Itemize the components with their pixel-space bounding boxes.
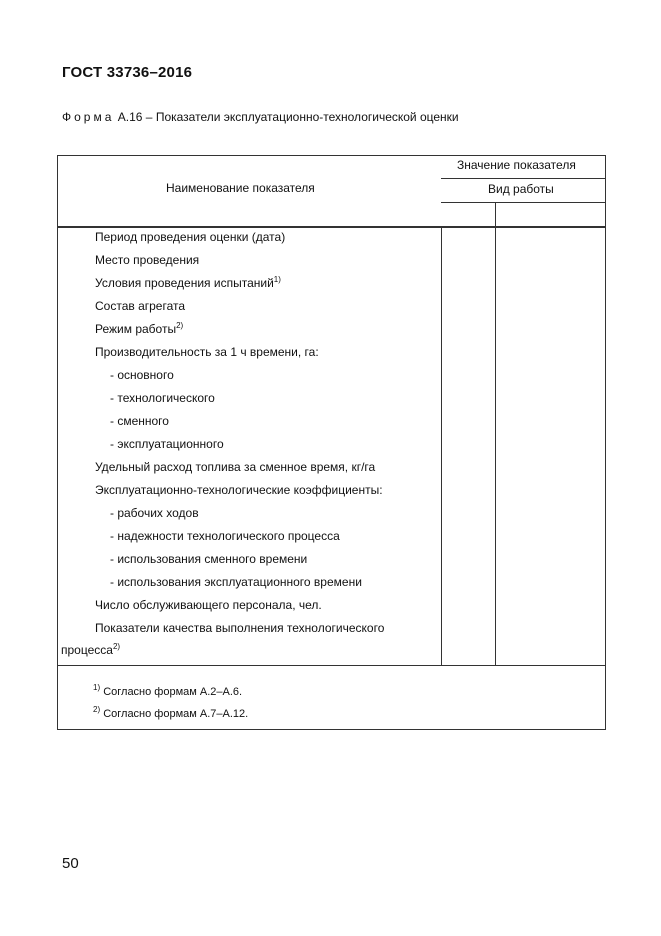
row-text: - рабочих ходов (110, 506, 199, 520)
table-row-label (110, 529, 340, 543)
table-row-label (95, 621, 384, 635)
table-row-label (110, 437, 224, 451)
form-word: Форма (62, 110, 115, 124)
column-header-value: Значение показателя (457, 158, 576, 172)
table-row-label (95, 345, 319, 359)
row-text: Состав агрегата (95, 299, 186, 313)
table-row-label (95, 299, 185, 313)
form-number: А.16 (117, 110, 143, 124)
header-divider-work-type (441, 202, 605, 203)
row-text: - основного (110, 368, 174, 382)
table-row-label (95, 230, 285, 244)
table-row-label (61, 643, 120, 657)
row-text: Период проведения оценки (дата) (95, 230, 286, 244)
table-row-label (95, 598, 322, 612)
table-row-label (110, 552, 307, 566)
table-row-label (95, 483, 383, 497)
footnote-text: Согласно формам А.2–А.6. (103, 686, 243, 698)
row-text: - эксплуатационного (110, 437, 224, 451)
column-divider (495, 202, 496, 665)
footnote-mark: 2) (93, 705, 101, 714)
row-text: - использования эксплуатационного времени (110, 575, 362, 589)
form-dash: – (145, 110, 153, 124)
form-caption (62, 110, 459, 124)
row-text: Место проведения (95, 253, 200, 267)
column-header-work-type: Вид работы (488, 182, 554, 196)
row-text: Производительность за 1 ч времени, га: (95, 345, 319, 359)
indicators-table (57, 155, 606, 730)
table-row-label (110, 414, 169, 428)
column-header-name: Наименование показателя (166, 181, 315, 195)
row-text: Число обслуживающего персонала, чел. (95, 598, 322, 612)
footnote-mark: 1) (93, 683, 101, 692)
row-text: - использования сменного времени (110, 552, 308, 566)
header-bottom-rule (58, 226, 605, 228)
row-text: - сменного (110, 414, 169, 428)
footnote-reference: 1) (273, 275, 281, 284)
table-row-label (110, 506, 199, 520)
row-text: Удельный расход топлива за сменное время, кг/га (95, 460, 376, 474)
body-bottom-rule (58, 665, 605, 666)
table-row-label (95, 276, 281, 290)
row-text: - надежности технологического процесса (110, 529, 340, 543)
header-divider-value (441, 178, 605, 179)
footnote (93, 705, 249, 720)
row-text: Показатели качества выполнения технологического (95, 621, 385, 635)
footnote-text: Согласно формам А.7–А.12. (103, 708, 249, 720)
page-number: 50 (62, 855, 79, 872)
footnote-reference: 2) (176, 321, 184, 330)
table-row-label (110, 391, 215, 405)
row-text: процесса (61, 643, 113, 657)
row-text: Эксплуатационно-технологические коэффициенты: (95, 483, 383, 497)
table-row-label (110, 575, 362, 589)
row-text: Условия проведения испытаний (95, 276, 274, 290)
footnote (93, 683, 243, 698)
table-row-label (95, 460, 375, 474)
row-text: - технологического (110, 391, 215, 405)
table-row-label (95, 253, 199, 267)
form-title: Показатели эксплуатационно-технологической оценки (155, 110, 459, 124)
footnote-reference: 2) (112, 642, 121, 651)
column-divider-left (441, 228, 442, 665)
table-row-label (95, 322, 183, 336)
document-code: ГОСТ 33736–2016 (62, 64, 193, 81)
row-text: Режим работы (95, 322, 177, 336)
table-row-label (110, 368, 174, 382)
